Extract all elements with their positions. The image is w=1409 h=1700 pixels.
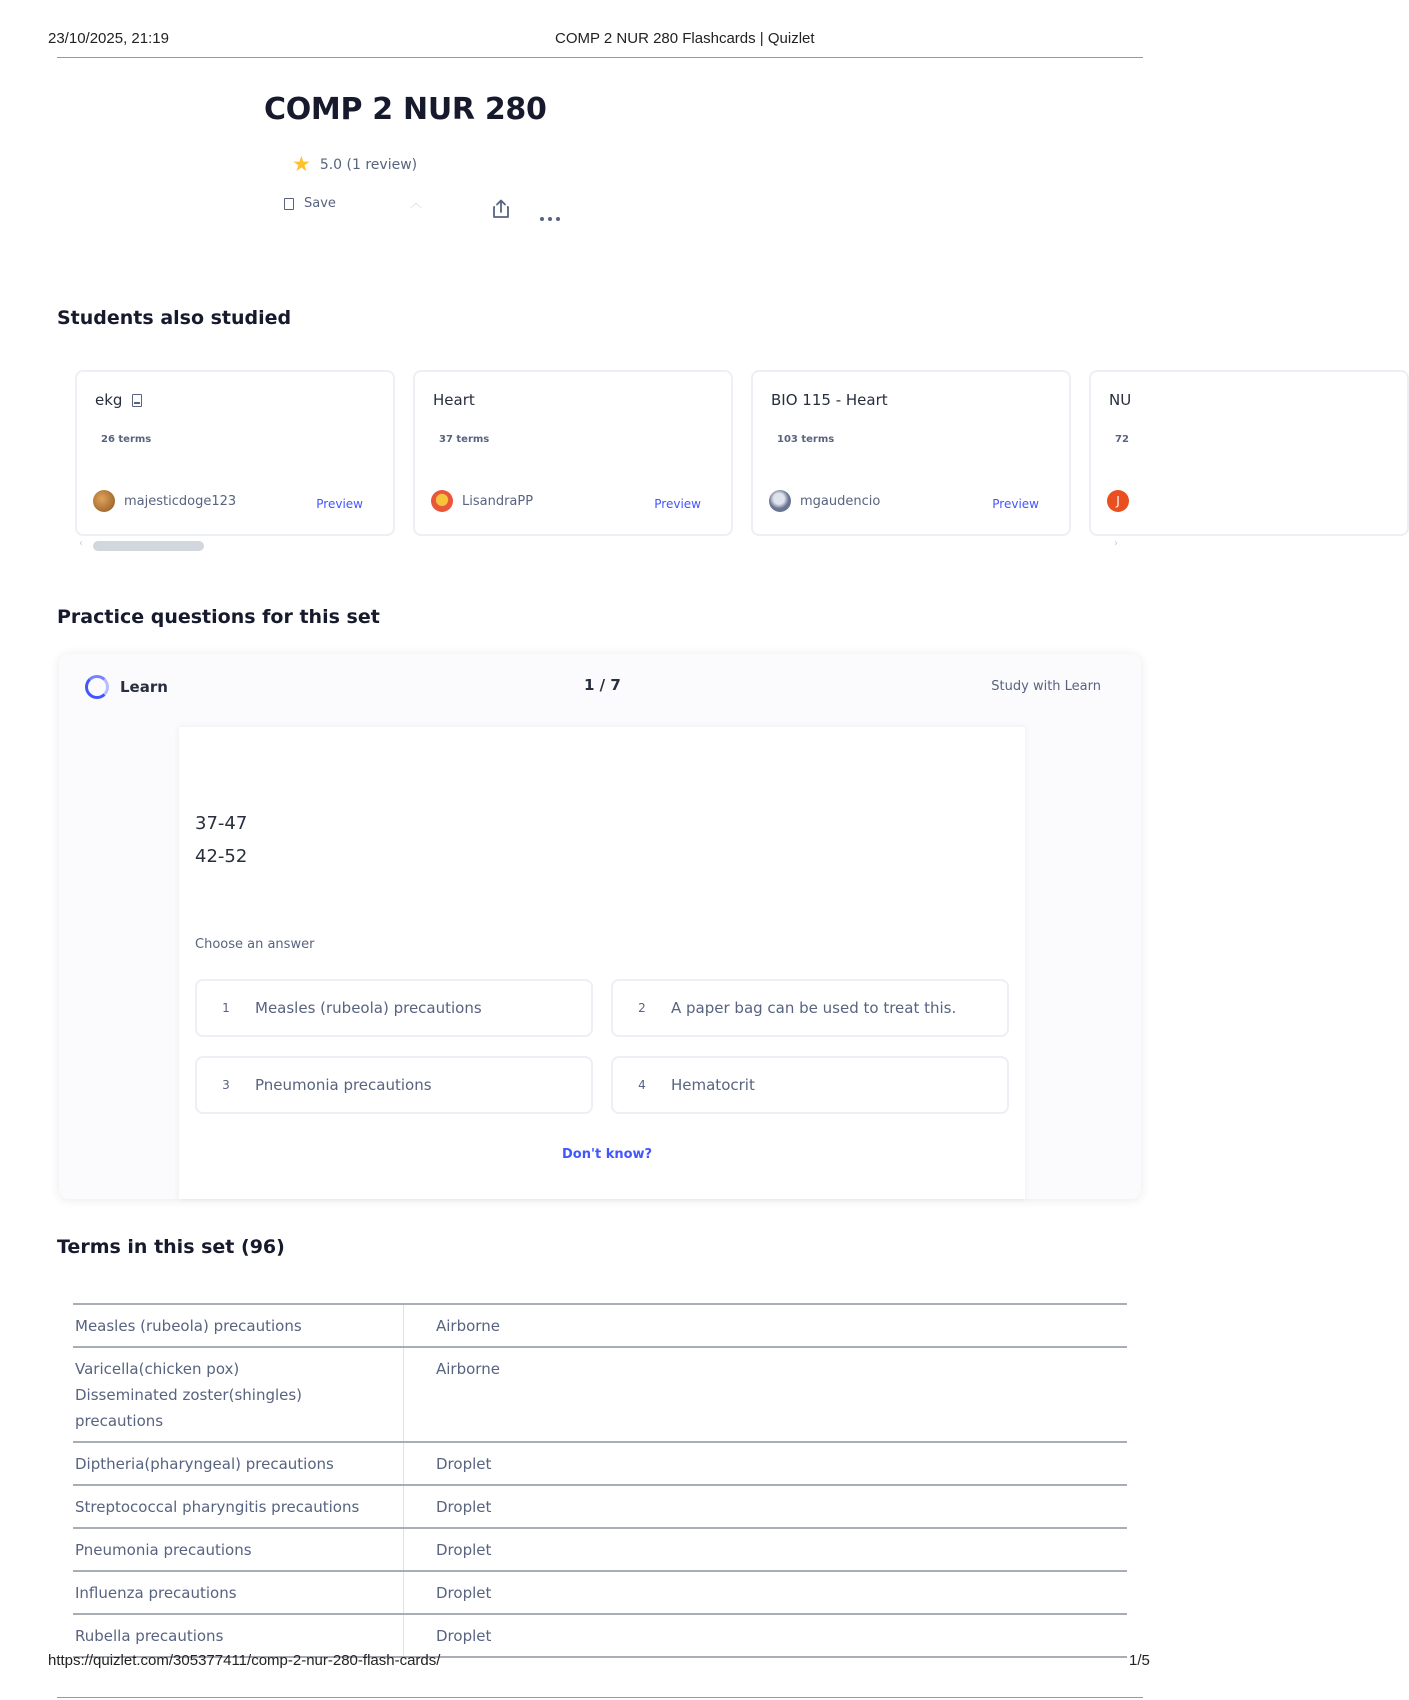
set-actions xyxy=(284,196,336,211)
study-set-card[interactable] xyxy=(75,370,395,536)
print-page-number: 1/5 xyxy=(1129,1652,1150,1669)
study-with-learn-link[interactable]: Study with Learn xyxy=(991,679,1101,694)
scroll-right-icon[interactable]: › xyxy=(1114,538,1118,549)
prompt-line: 37-47 xyxy=(195,813,248,834)
table-row xyxy=(73,1571,1127,1614)
answer-option[interactable] xyxy=(195,1056,593,1114)
save-button[interactable] xyxy=(284,196,336,211)
carousel-scrollbar[interactable] xyxy=(79,538,1124,551)
term-cell: Streptococcal pharyngitis precautions xyxy=(73,1485,404,1528)
students-also-studied-heading: Students also studied xyxy=(57,307,292,329)
option-text: Pneumonia precautions xyxy=(255,1076,432,1094)
terms-heading: Terms in this set (96) xyxy=(57,1236,285,1258)
definition-cell: Airborne xyxy=(404,1304,1128,1347)
bookmark-icon xyxy=(284,198,294,210)
definition-cell: Airborne xyxy=(404,1347,1128,1442)
dont-know-button[interactable]: Don't know? xyxy=(562,1147,653,1162)
card-term-count: 72 xyxy=(1115,434,1129,445)
set-title: COMP 2 NUR 280 xyxy=(264,92,547,127)
print-datetime: 23/10/2025, 21:19 xyxy=(48,30,169,47)
study-set-card[interactable] xyxy=(751,370,1071,536)
card-creator[interactable] xyxy=(93,490,236,512)
option-text: Measles (rubeola) precautions xyxy=(255,999,482,1017)
save-label: Save xyxy=(304,196,336,211)
share-button[interactable] xyxy=(491,198,511,224)
option-number: 3 xyxy=(222,1078,230,1092)
creator-username: mgaudencio xyxy=(800,493,881,509)
question-counter: 1 / 7 xyxy=(584,676,621,694)
card-term-count: 37 terms xyxy=(439,434,490,445)
preview-button[interactable]: Preview xyxy=(992,497,1039,511)
table-row xyxy=(73,1485,1127,1528)
option-text: A paper bag can be used to treat this. xyxy=(671,999,957,1017)
scroll-left-icon[interactable]: ‹ xyxy=(79,538,83,549)
term-cell: Diptheria(pharyngeal) precautions xyxy=(73,1442,404,1485)
definition-cell: Droplet xyxy=(404,1442,1128,1485)
option-number: 2 xyxy=(638,1001,646,1015)
table-row xyxy=(73,1347,1127,1442)
learn-label: Learn xyxy=(120,678,168,696)
definition-cell: Droplet xyxy=(404,1485,1128,1528)
more-dots-icon xyxy=(539,216,561,222)
preview-button[interactable]: Preview xyxy=(316,497,363,511)
card-creator[interactable] xyxy=(431,490,533,512)
study-set-card[interactable] xyxy=(1089,370,1409,536)
table-row xyxy=(73,1304,1127,1347)
creator-username: majesticdoge123 xyxy=(124,493,237,509)
question-card xyxy=(179,727,1025,1199)
preview-button[interactable]: Preview xyxy=(654,497,701,511)
answer-option[interactable] xyxy=(611,979,1009,1037)
option-text: Hematocrit xyxy=(671,1076,755,1094)
table-row xyxy=(73,1614,1127,1657)
terms-table xyxy=(73,1303,1127,1658)
creator-username: LisandraPP xyxy=(462,493,534,509)
definition-cell: Droplet xyxy=(404,1528,1128,1571)
table-row xyxy=(73,1528,1127,1571)
scrollbar-thumb[interactable] xyxy=(93,541,204,551)
answer-option[interactable] xyxy=(195,979,593,1037)
choose-answer-label: Choose an answer xyxy=(195,937,315,952)
study-set-card[interactable] xyxy=(413,370,733,536)
share-icon xyxy=(491,198,511,220)
header-divider xyxy=(57,57,1143,58)
print-url: https://quizlet.com/305377411/comp-2-nur-280-flash-cards/ xyxy=(48,1652,441,1669)
prompt-line: 42-52 xyxy=(195,846,248,867)
option-number: 1 xyxy=(222,1001,230,1015)
term-cell: Measles (rubeola) precautions xyxy=(73,1304,404,1347)
avatar xyxy=(769,490,791,512)
chevron-up-icon: ︿ xyxy=(410,196,423,210)
avatar xyxy=(93,490,115,512)
term-cell: Pneumonia precautions xyxy=(73,1528,404,1571)
option-number: 4 xyxy=(638,1078,646,1092)
learn-panel xyxy=(59,654,1141,1199)
card-title: BIO 115 - Heart xyxy=(771,391,888,409)
definition-cell: Droplet xyxy=(404,1571,1128,1614)
document-icon xyxy=(132,394,142,407)
more-options-button[interactable] xyxy=(539,207,561,226)
card-title: NU xyxy=(1109,391,1132,409)
card-creator[interactable] xyxy=(769,490,880,512)
avatar xyxy=(431,490,453,512)
star-icon: ★ xyxy=(292,152,311,176)
card-title: ekg xyxy=(95,391,123,409)
term-cell: Influenza precautions xyxy=(73,1571,404,1614)
learn-icon xyxy=(85,675,109,699)
footer-divider xyxy=(57,1697,1143,1698)
practice-heading: Practice questions for this set xyxy=(57,606,380,628)
card-title: Heart xyxy=(433,391,475,409)
definition-cell: Droplet xyxy=(404,1614,1128,1657)
also-studied-carousel xyxy=(75,370,1132,540)
table-row xyxy=(73,1442,1127,1485)
rating[interactable] xyxy=(292,154,417,175)
answer-option[interactable] xyxy=(611,1056,1009,1114)
term-cell: Varicella(chicken pox) Disseminated zoster(shingles) precautions xyxy=(73,1347,404,1442)
card-term-count: 26 terms xyxy=(101,434,152,445)
avatar: J xyxy=(1107,490,1129,512)
learn-mode xyxy=(85,675,168,699)
rating-text: 5.0 (1 review) xyxy=(319,156,418,173)
print-page-title: COMP 2 NUR 280 Flashcards | Quizlet xyxy=(555,30,815,47)
card-term-count: 103 terms xyxy=(777,434,835,445)
term-cell: Rubella precautions xyxy=(73,1614,404,1657)
question-prompt xyxy=(195,807,247,873)
card-creator[interactable] xyxy=(1107,490,1129,512)
